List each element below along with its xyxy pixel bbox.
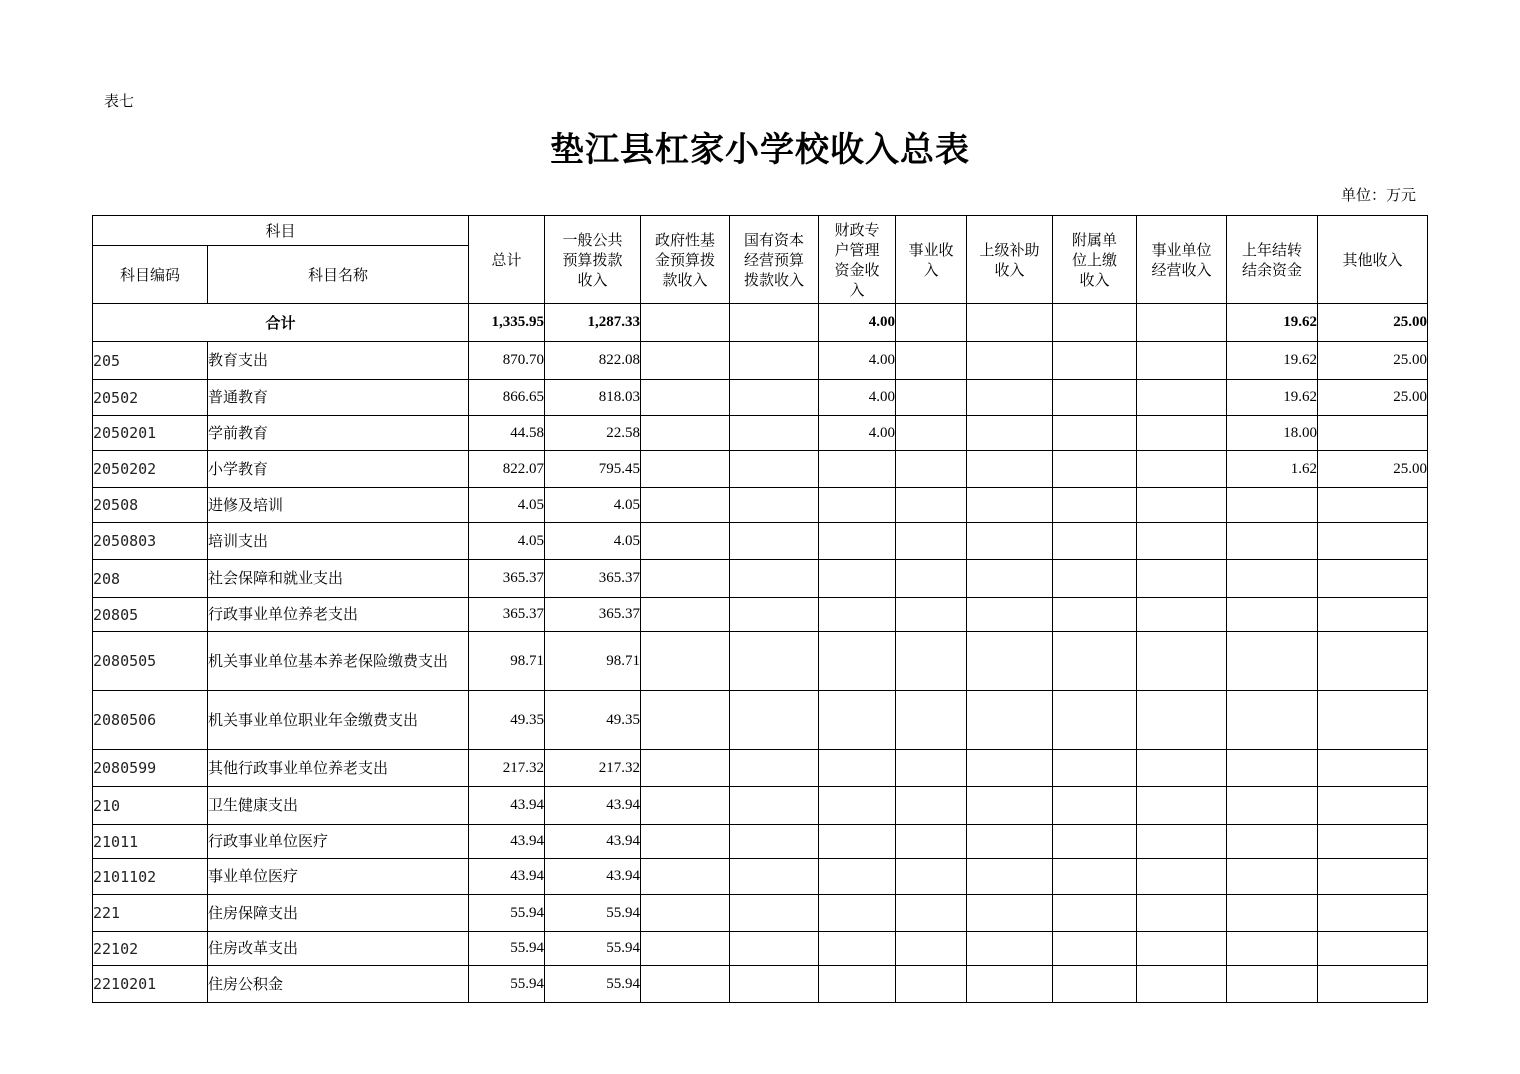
general-budget-cell: 365.37 (545, 598, 641, 632)
gov-fund-cell (641, 416, 730, 451)
page-title: 垫江县杠家小学校收入总表 (550, 130, 970, 170)
general-budget-cell: 49.35 (545, 691, 641, 750)
business-cell (896, 632, 967, 691)
superior-subsidy-cell (967, 895, 1053, 932)
general-budget-cell: 55.94 (545, 966, 641, 1003)
carryover-cell (1227, 488, 1318, 523)
special-account-cell (819, 932, 896, 966)
other-cell (1318, 825, 1428, 859)
special-account-cell (819, 488, 896, 523)
operating-cell (1137, 380, 1227, 416)
affiliated-cell (1053, 787, 1137, 825)
state-capital-cell (730, 825, 819, 859)
business-cell (896, 380, 967, 416)
total-operating-cell (1137, 304, 1227, 342)
state-capital-cell (730, 523, 819, 560)
superior-subsidy-cell (967, 825, 1053, 859)
special-account-cell (819, 451, 896, 488)
operating-cell (1137, 825, 1227, 859)
other-cell (1318, 859, 1428, 895)
subject-name-cell: 机关事业单位基本养老保险缴费支出 (208, 632, 469, 691)
carryover-cell (1227, 560, 1318, 598)
header-carryover: 上年结转 结余资金 (1227, 216, 1318, 304)
affiliated-cell (1053, 691, 1137, 750)
business-cell (896, 342, 967, 380)
operating-cell (1137, 632, 1227, 691)
superior-subsidy-cell (967, 750, 1053, 787)
operating-cell (1137, 560, 1227, 598)
table-row (93, 691, 1428, 750)
table-row (93, 787, 1428, 825)
table-number-label: 表七 (104, 92, 135, 110)
header-gov-fund: 政府性基 金预算拨 款收入 (641, 216, 730, 304)
special-account-cell: 4.00 (819, 416, 896, 451)
subject-code-cell: 2101102 (93, 859, 208, 895)
special-account-cell: 4.00 (819, 342, 896, 380)
superior-subsidy-cell (967, 523, 1053, 560)
special-account-cell (819, 895, 896, 932)
subject-code-cell: 2080599 (93, 750, 208, 787)
carryover-cell (1227, 750, 1318, 787)
state-capital-cell (730, 416, 819, 451)
special-account-cell (819, 750, 896, 787)
subject-name-cell: 进修及培训 (208, 488, 469, 523)
subject-name-cell: 住房改革支出 (208, 932, 469, 966)
affiliated-cell (1053, 932, 1137, 966)
state-capital-cell (730, 598, 819, 632)
operating-cell (1137, 895, 1227, 932)
gov-fund-cell (641, 895, 730, 932)
table-row (93, 632, 1428, 691)
total-cell: 55.94 (469, 932, 545, 966)
operating-cell (1137, 488, 1227, 523)
total-affiliated-cell (1053, 304, 1137, 342)
header-total: 总计 (469, 216, 545, 304)
total-general-budget-cell: 1,287.33 (545, 304, 641, 342)
subject-name-cell: 行政事业单位养老支出 (208, 598, 469, 632)
operating-cell (1137, 598, 1227, 632)
operating-cell (1137, 787, 1227, 825)
total-cell: 4.05 (469, 488, 545, 523)
operating-cell (1137, 691, 1227, 750)
table-row (93, 488, 1428, 523)
general-budget-cell: 4.05 (545, 523, 641, 560)
carryover-cell (1227, 825, 1318, 859)
subject-name-cell: 普通教育 (208, 380, 469, 416)
special-account-cell (819, 825, 896, 859)
carryover-cell (1227, 966, 1318, 1003)
affiliated-cell (1053, 560, 1137, 598)
subject-code-cell: 20805 (93, 598, 208, 632)
subject-code-cell: 210 (93, 787, 208, 825)
other-cell (1318, 488, 1428, 523)
table-row (93, 750, 1428, 787)
affiliated-cell (1053, 632, 1137, 691)
operating-cell (1137, 750, 1227, 787)
business-cell (896, 787, 967, 825)
table-row (93, 451, 1428, 488)
general-budget-cell: 43.94 (545, 825, 641, 859)
affiliated-cell (1053, 523, 1137, 560)
business-cell (896, 416, 967, 451)
subject-code-cell: 2210201 (93, 966, 208, 1003)
special-account-cell (819, 859, 896, 895)
business-cell (896, 523, 967, 560)
gov-fund-cell (641, 523, 730, 560)
gov-fund-cell (641, 598, 730, 632)
table-row (93, 416, 1428, 451)
subject-name-cell: 学前教育 (208, 416, 469, 451)
total-cell: 866.65 (469, 380, 545, 416)
header-operating: 事业单位 经营收入 (1137, 216, 1227, 304)
general-budget-cell: 365.37 (545, 560, 641, 598)
affiliated-cell (1053, 598, 1137, 632)
operating-cell (1137, 342, 1227, 380)
subject-name-cell: 机关事业单位职业年金缴费支出 (208, 691, 469, 750)
subject-code-cell: 2080505 (93, 632, 208, 691)
total-cell: 55.94 (469, 895, 545, 932)
special-account-cell (819, 560, 896, 598)
general-budget-cell: 795.45 (545, 451, 641, 488)
superior-subsidy-cell (967, 598, 1053, 632)
state-capital-cell (730, 966, 819, 1003)
gov-fund-cell (641, 825, 730, 859)
gov-fund-cell (641, 932, 730, 966)
other-cell (1318, 932, 1428, 966)
state-capital-cell (730, 787, 819, 825)
subject-name-cell: 行政事业单位医疗 (208, 825, 469, 859)
general-budget-cell: 22.58 (545, 416, 641, 451)
general-budget-cell: 217.32 (545, 750, 641, 787)
table-row (93, 523, 1428, 560)
subject-name-cell: 小学教育 (208, 451, 469, 488)
business-cell (896, 825, 967, 859)
affiliated-cell (1053, 966, 1137, 1003)
special-account-cell (819, 598, 896, 632)
total-business-cell (896, 304, 967, 342)
operating-cell (1137, 859, 1227, 895)
other-cell (1318, 632, 1428, 691)
carryover-cell (1227, 787, 1318, 825)
carryover-cell (1227, 895, 1318, 932)
table-row (93, 966, 1428, 1003)
state-capital-cell (730, 859, 819, 895)
total-cell: 870.70 (469, 342, 545, 380)
carryover-cell (1227, 932, 1318, 966)
affiliated-cell (1053, 488, 1137, 523)
subject-name-cell: 住房公积金 (208, 966, 469, 1003)
superior-subsidy-cell (967, 342, 1053, 380)
table-row (93, 560, 1428, 598)
carryover-cell: 1.62 (1227, 451, 1318, 488)
other-cell: 25.00 (1318, 342, 1428, 380)
total-cell: 365.37 (469, 560, 545, 598)
affiliated-cell (1053, 895, 1137, 932)
other-cell: 25.00 (1318, 451, 1428, 488)
gov-fund-cell (641, 380, 730, 416)
general-budget-cell: 55.94 (545, 932, 641, 966)
general-budget-cell: 43.94 (545, 787, 641, 825)
superior-subsidy-cell (967, 859, 1053, 895)
state-capital-cell (730, 342, 819, 380)
state-capital-cell (730, 632, 819, 691)
other-cell (1318, 560, 1428, 598)
header-subject: 科目 (93, 216, 469, 246)
affiliated-cell (1053, 342, 1137, 380)
subject-code-cell: 2050202 (93, 451, 208, 488)
total-cell: 217.32 (469, 750, 545, 787)
carryover-cell: 19.62 (1227, 342, 1318, 380)
subject-name-cell: 教育支出 (208, 342, 469, 380)
header-code: 科目编码 (93, 246, 208, 304)
superior-subsidy-cell (967, 451, 1053, 488)
header-special-account: 财政专 户管理 资金收 入 (819, 216, 896, 304)
total-gov-fund-cell (641, 304, 730, 342)
carryover-cell (1227, 598, 1318, 632)
other-cell: 25.00 (1318, 380, 1428, 416)
state-capital-cell (730, 560, 819, 598)
affiliated-cell (1053, 380, 1137, 416)
total-cell: 4.05 (469, 523, 545, 560)
state-capital-cell (730, 451, 819, 488)
affiliated-cell (1053, 451, 1137, 488)
total-special-account-cell: 4.00 (819, 304, 896, 342)
operating-cell (1137, 932, 1227, 966)
subject-name-cell: 住房保障支出 (208, 895, 469, 932)
other-cell (1318, 691, 1428, 750)
carryover-cell (1227, 523, 1318, 560)
header-business: 事业收 入 (896, 216, 967, 304)
total-row (93, 304, 1428, 342)
gov-fund-cell (641, 691, 730, 750)
special-account-cell (819, 523, 896, 560)
business-cell (896, 932, 967, 966)
gov-fund-cell (641, 966, 730, 1003)
state-capital-cell (730, 895, 819, 932)
business-cell (896, 691, 967, 750)
operating-cell (1137, 966, 1227, 1003)
revenue-table (92, 215, 1428, 1003)
state-capital-cell (730, 691, 819, 750)
other-cell (1318, 966, 1428, 1003)
table-row (93, 342, 1428, 380)
subject-code-cell: 2080506 (93, 691, 208, 750)
carryover-cell (1227, 691, 1318, 750)
total-superior-subsidy-cell (967, 304, 1053, 342)
general-budget-cell: 43.94 (545, 859, 641, 895)
superior-subsidy-cell (967, 632, 1053, 691)
state-capital-cell (730, 380, 819, 416)
other-cell (1318, 598, 1428, 632)
superior-subsidy-cell (967, 560, 1053, 598)
state-capital-cell (730, 932, 819, 966)
total-cell: 98.71 (469, 632, 545, 691)
affiliated-cell (1053, 416, 1137, 451)
business-cell (896, 750, 967, 787)
total-label: 合计 (93, 304, 469, 342)
table-row (93, 598, 1428, 632)
other-cell (1318, 416, 1428, 451)
business-cell (896, 859, 967, 895)
superior-subsidy-cell (967, 966, 1053, 1003)
affiliated-cell (1053, 859, 1137, 895)
total-cell: 43.94 (469, 787, 545, 825)
subject-code-cell: 2050803 (93, 523, 208, 560)
subject-name-cell: 培训支出 (208, 523, 469, 560)
table-row (93, 895, 1428, 932)
business-cell (896, 895, 967, 932)
operating-cell (1137, 416, 1227, 451)
header-name: 科目名称 (208, 246, 469, 304)
carryover-cell (1227, 859, 1318, 895)
general-budget-cell: 822.08 (545, 342, 641, 380)
subject-code-cell: 20502 (93, 380, 208, 416)
superior-subsidy-cell (967, 691, 1053, 750)
superior-subsidy-cell (967, 787, 1053, 825)
affiliated-cell (1053, 825, 1137, 859)
business-cell (896, 560, 967, 598)
business-cell (896, 598, 967, 632)
general-budget-cell: 4.05 (545, 488, 641, 523)
gov-fund-cell (641, 859, 730, 895)
total-cell: 43.94 (469, 825, 545, 859)
general-budget-cell: 98.71 (545, 632, 641, 691)
gov-fund-cell (641, 632, 730, 691)
operating-cell (1137, 523, 1227, 560)
state-capital-cell (730, 750, 819, 787)
header-general-budget: 一般公共 预算拨款 收入 (545, 216, 641, 304)
carryover-cell: 18.00 (1227, 416, 1318, 451)
business-cell (896, 451, 967, 488)
special-account-cell (819, 632, 896, 691)
total-cell: 44.58 (469, 416, 545, 451)
total-cell: 822.07 (469, 451, 545, 488)
header-affiliated: 附属单 位上缴 收入 (1053, 216, 1137, 304)
subject-name-cell: 其他行政事业单位养老支出 (208, 750, 469, 787)
gov-fund-cell (641, 787, 730, 825)
total-cell: 55.94 (469, 966, 545, 1003)
general-budget-cell: 55.94 (545, 895, 641, 932)
business-cell (896, 966, 967, 1003)
other-cell (1318, 787, 1428, 825)
gov-fund-cell (641, 342, 730, 380)
special-account-cell: 4.00 (819, 380, 896, 416)
table-row (93, 380, 1428, 416)
subject-code-cell: 221 (93, 895, 208, 932)
total-other-cell: 25.00 (1318, 304, 1428, 342)
table-row (93, 825, 1428, 859)
subject-name-cell: 社会保障和就业支出 (208, 560, 469, 598)
superior-subsidy-cell (967, 380, 1053, 416)
total-carryover-cell: 19.62 (1227, 304, 1318, 342)
table-row (93, 859, 1428, 895)
gov-fund-cell (641, 560, 730, 598)
total-cell: 365.37 (469, 598, 545, 632)
total-cell: 1,335.95 (469, 304, 545, 342)
subject-name-cell: 卫生健康支出 (208, 787, 469, 825)
header-state-capital: 国有资本 经营预算 拨款收入 (730, 216, 819, 304)
subject-name-cell: 事业单位医疗 (208, 859, 469, 895)
special-account-cell (819, 787, 896, 825)
operating-cell (1137, 451, 1227, 488)
total-cell: 49.35 (469, 691, 545, 750)
gov-fund-cell (641, 451, 730, 488)
header-superior-subsidy: 上级补助 收入 (967, 216, 1053, 304)
header-other: 其他收入 (1318, 216, 1428, 304)
subject-code-cell: 205 (93, 342, 208, 380)
affiliated-cell (1053, 750, 1137, 787)
subject-code-cell: 2050201 (93, 416, 208, 451)
table-row (93, 932, 1428, 966)
state-capital-cell (730, 488, 819, 523)
subject-code-cell: 22102 (93, 932, 208, 966)
business-cell (896, 488, 967, 523)
other-cell (1318, 895, 1428, 932)
special-account-cell (819, 966, 896, 1003)
unit-label: 单位：万元 (1340, 186, 1416, 204)
total-cell: 43.94 (469, 859, 545, 895)
superior-subsidy-cell (967, 416, 1053, 451)
carryover-cell (1227, 632, 1318, 691)
superior-subsidy-cell (967, 488, 1053, 523)
subject-code-cell: 20508 (93, 488, 208, 523)
other-cell (1318, 523, 1428, 560)
gov-fund-cell (641, 488, 730, 523)
carryover-cell: 19.62 (1227, 380, 1318, 416)
other-cell (1318, 750, 1428, 787)
gov-fund-cell (641, 750, 730, 787)
special-account-cell (819, 691, 896, 750)
general-budget-cell: 818.03 (545, 380, 641, 416)
superior-subsidy-cell (967, 932, 1053, 966)
subject-code-cell: 21011 (93, 825, 208, 859)
subject-code-cell: 208 (93, 560, 208, 598)
total-state-capital-cell (730, 304, 819, 342)
